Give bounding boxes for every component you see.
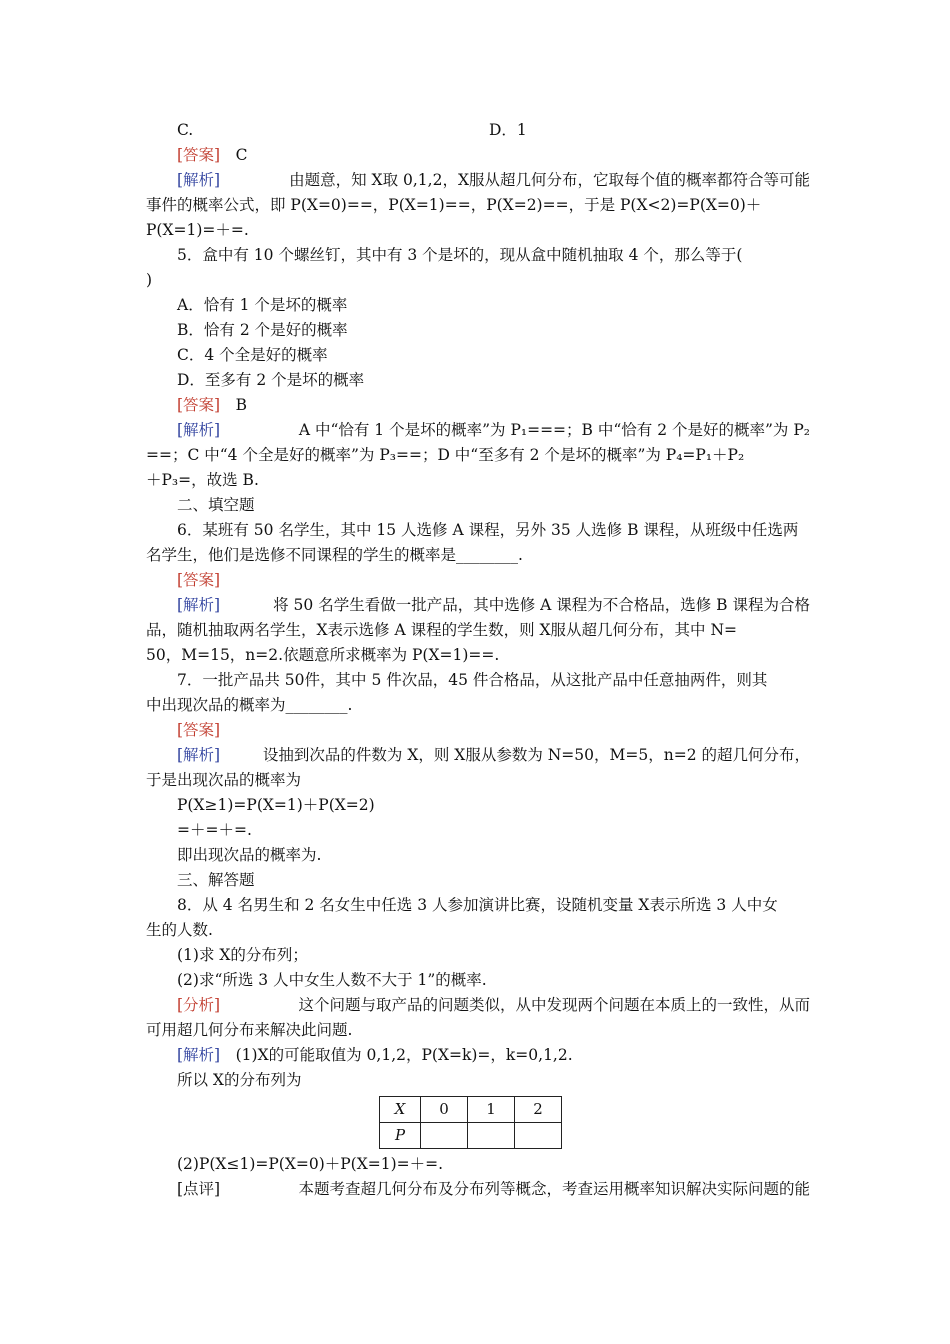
q4-options-row xyxy=(146,118,810,143)
section-fill-in: 二、填空题 xyxy=(177,496,255,514)
q8-analysis-line-3: (2)P(X≤1)=P(X=0)＋P(X=1)=＋=. xyxy=(177,1155,444,1173)
section-solution: 三、解答题 xyxy=(177,871,255,889)
q6-stem-line-2: 名学生，他们是选修不同课程的学生的概率是________. xyxy=(146,546,523,564)
q7-analysis-line-1: [解析] 设抽到次品的件数为 X，则 X服从参数为 N=50，M=5，n=2 的超几何分布， xyxy=(177,746,810,764)
q6-analysis-line-2: 品，随机抽取两名学生，X表示选修 A 课程的学生数，则 X服从超几何分布，其中 N= xyxy=(146,621,738,639)
q5-analysis-line-3: ＋P₃=，故选 B. xyxy=(146,471,259,489)
table-cell xyxy=(421,1123,468,1149)
q5-analysis-line-1: [解析] A 中“恰有 1 个是坏的概率”为 P₁===；B 中“恰有 2 个是好的概率”为 P₂ xyxy=(177,421,810,439)
q4-option-d: D．1 xyxy=(489,121,527,139)
q8-analysis-line-2: 所以 X的分布列为 xyxy=(177,1071,302,1089)
q4-analysis-line-2: 事件的概率公式，即 P(X=0)==，P(X=1)==，P(X=2)==，于是 P(X<2)=P(X=0)＋ xyxy=(146,196,762,214)
q5-option-a: A．恰有 1 个是坏的概率 xyxy=(177,296,348,314)
q8-dianping-line-1: [点评] 本题考查超几何分布及分布列等概念，考查运用概率知识解决实际问题的能 xyxy=(177,1180,810,1198)
q6-stem-line-1: 6．某班有 50 名学生，其中 15 人选修 A 课程，另外 35 人选修 B 课程，从班级中任选两 xyxy=(177,521,799,539)
table-cell xyxy=(468,1123,515,1149)
q8-fenxi-line-1: [分析] 这个问题与取产品的问题类似，从中发现两个问题在本质上的一致性，从而 xyxy=(177,996,810,1014)
q5-stem-line-2: ) xyxy=(146,271,153,289)
q7-stem-line-2: 中出现次品的概率为________. xyxy=(146,696,353,714)
q4-analysis-line-1: [解析] 由题意，知 X取 0,1,2，X服从超几何分布，它取每个值的概率都符合等可能 xyxy=(177,171,810,189)
q7-analysis-line-3: P(X≥1)=P(X=1)＋P(X=2) xyxy=(177,796,375,814)
table-cell: 0 xyxy=(421,1097,468,1123)
table-cell: X xyxy=(380,1097,421,1123)
q4-option-c: C. xyxy=(177,121,194,139)
q5-analysis-line-2: ==；C 中“4 个全是好的概率”为 P₃==；D 中“至多有 2 个是坏的概率”为 P₄=P₁＋P₂ xyxy=(146,446,745,464)
q5-option-d: D．至多有 2 个是坏的概率 xyxy=(177,371,365,389)
table-row xyxy=(380,1123,562,1149)
table-cell: 1 xyxy=(468,1097,515,1123)
table-cell: 2 xyxy=(515,1097,562,1123)
q7-stem-line-1: 7．一批产品共 50件，其中 5 件次品，45 件合格品，从这批产品中任意抽两件，则其 xyxy=(177,671,768,689)
q8-stem-line-1: 8．从 4 名男生和 2 名女生中任选 3 人参加演讲比赛，设随机变量 X表示所选 3 人中女 xyxy=(177,896,778,914)
document-page xyxy=(146,118,810,1202)
q5-answer: [答案] B xyxy=(177,396,248,414)
q8-sub-2: (2)求“所选 3 人中女生人数不大于 1”的概率. xyxy=(177,971,487,989)
q7-analysis-line-5: 即出现次品的概率为. xyxy=(177,846,322,864)
q5-option-c: C．4 个全是好的概率 xyxy=(177,346,328,364)
table-row xyxy=(380,1097,562,1123)
table-cell: P xyxy=(380,1123,421,1149)
q7-answer: [答案] xyxy=(177,721,221,739)
table-cell xyxy=(515,1123,562,1149)
q6-answer: [答案] xyxy=(177,571,221,589)
q5-option-b: B．恰有 2 个是好的概率 xyxy=(177,321,348,339)
q8-fenxi-line-2: 可用超几何分布来解决此问题. xyxy=(146,1021,353,1039)
q8-stem-line-2: 生的人数. xyxy=(146,921,213,939)
distribution-table xyxy=(379,1096,562,1149)
q7-analysis-line-4: =＋=＋=. xyxy=(177,821,252,839)
q6-analysis-line-3: 50，M=15，n=2.依题意所求概率为 P(X=1)==. xyxy=(146,646,500,664)
q7-analysis-line-2: 于是出现次品的概率为 xyxy=(146,771,302,789)
q8-sub-1: (1)求 X的分布列； xyxy=(177,946,308,964)
q4-answer: [答案] C xyxy=(177,146,248,164)
q6-analysis-line-1: [解析] 将 50 名学生看做一批产品，其中选修 A 课程为不合格品，选修 B 课程为合格 xyxy=(177,596,810,614)
q5-stem-line-1: 5．盒中有 10 个螺丝钉，其中有 3 个是坏的，现从盒中随机抽取 4 个，那么等于( xyxy=(177,246,743,264)
q8-analysis-line-1: [解析] (1)X的可能取值为 0,1,2，P(X=k)=，k=0,1,2. xyxy=(177,1046,573,1064)
q4-analysis-line-3: P(X=1)=＋=. xyxy=(146,221,249,239)
